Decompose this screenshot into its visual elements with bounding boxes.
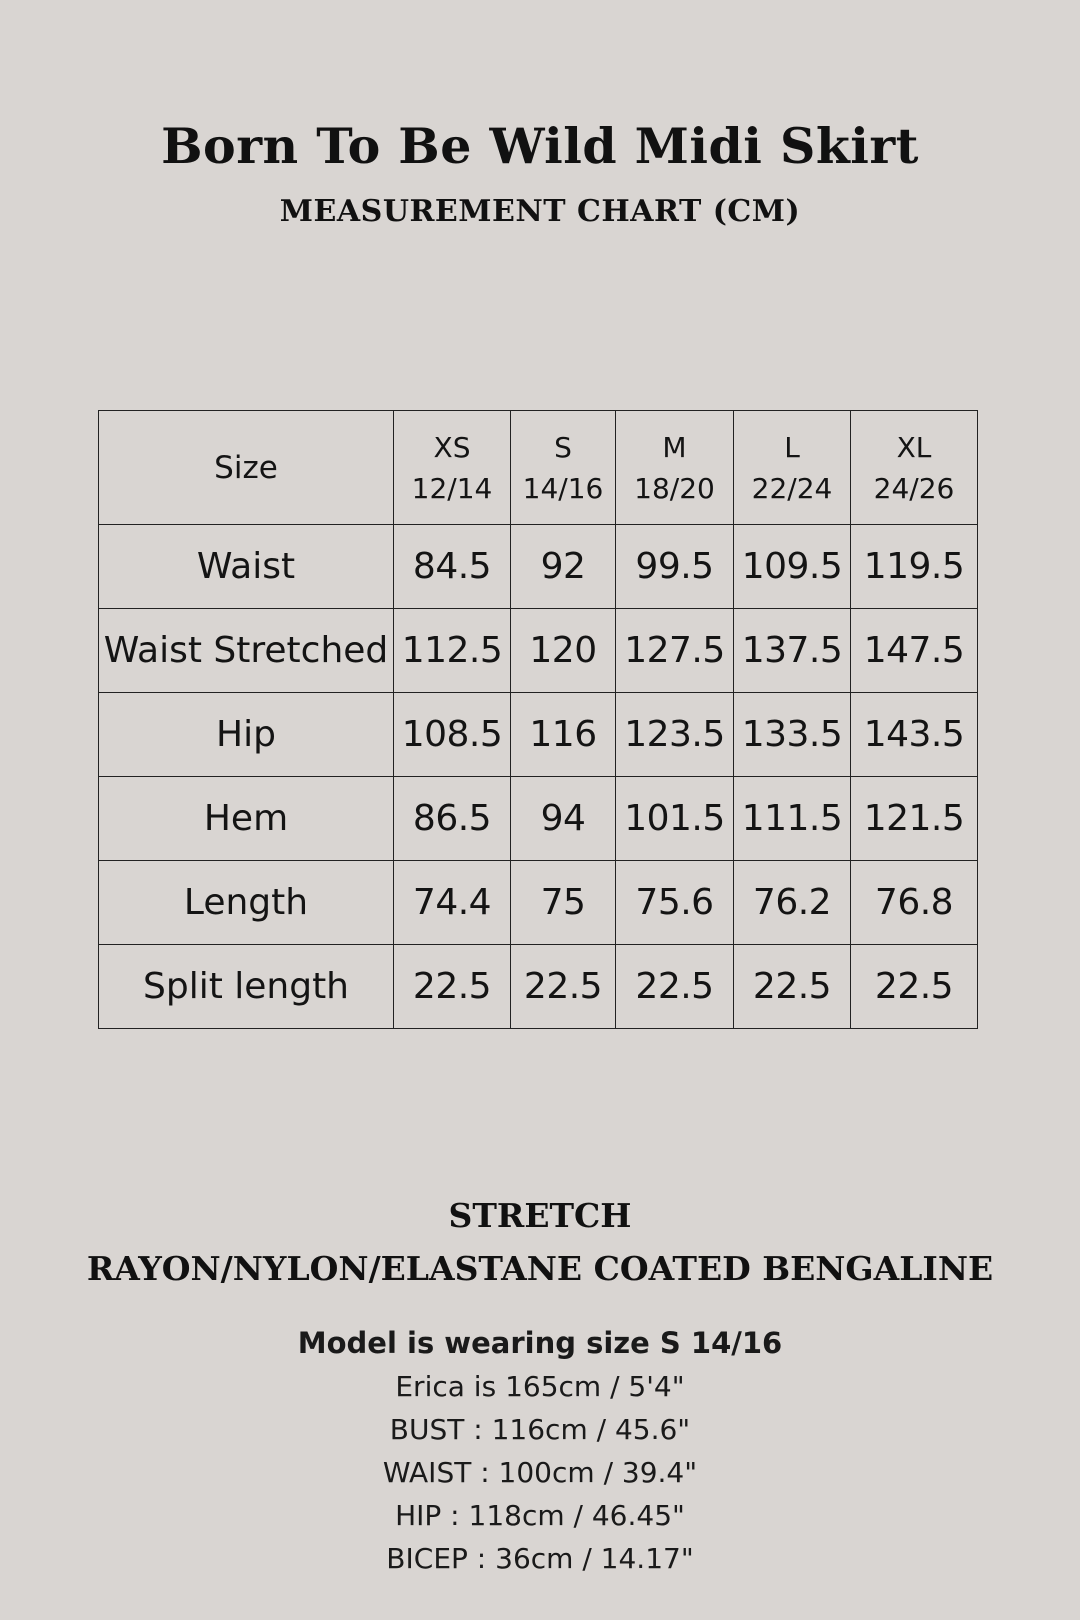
size-code: S <box>554 430 572 464</box>
size-code: XS <box>433 430 471 464</box>
row-label: Length <box>99 861 394 945</box>
table-cell: 109.5 <box>734 525 851 609</box>
model-hip: HIP : 118cm / 46.45" <box>395 1499 685 1532</box>
size-range: 12/14 <box>411 471 493 505</box>
size-header-xl <box>851 411 978 525</box>
table-cell: 75.6 <box>616 861 734 945</box>
table-row-hip <box>99 693 978 777</box>
table-row-split-length <box>99 945 978 1029</box>
table-cell: 22.5 <box>511 945 616 1029</box>
page-subtitle: MEASUREMENT CHART (CM) <box>279 194 801 229</box>
table-cell: 119.5 <box>851 525 978 609</box>
table-cell: 75 <box>511 861 616 945</box>
table-row-waist <box>99 525 978 609</box>
table-cell: 76.2 <box>734 861 851 945</box>
table-row-hem <box>99 777 978 861</box>
model-height: Erica is 165cm / 5'4" <box>395 1370 685 1403</box>
table-cell: 76.8 <box>851 861 978 945</box>
size-header-s <box>511 411 616 525</box>
size-header-row <box>99 411 978 525</box>
table-cell: 22.5 <box>616 945 734 1029</box>
table-cell: 121.5 <box>851 777 978 861</box>
table-cell: 137.5 <box>734 609 851 693</box>
table-cell: 111.5 <box>734 777 851 861</box>
table-cell: 86.5 <box>394 777 511 861</box>
row-label: Hip <box>99 693 394 777</box>
table-cell: 133.5 <box>734 693 851 777</box>
table-cell: 22.5 <box>851 945 978 1029</box>
table-cell: 120 <box>511 609 616 693</box>
size-header-m <box>616 411 734 525</box>
fabric-stretch-label: STRETCH <box>448 1196 632 1235</box>
table-cell: 22.5 <box>734 945 851 1029</box>
table-cell: 99.5 <box>616 525 734 609</box>
table-cell: 147.5 <box>851 609 978 693</box>
size-header-l <box>734 411 851 525</box>
row-label: Hem <box>99 777 394 861</box>
row-label: Waist <box>99 525 394 609</box>
table-cell: 94 <box>511 777 616 861</box>
size-range: 22/24 <box>751 471 833 505</box>
row-label: Split length <box>99 945 394 1029</box>
table-cell: 143.5 <box>851 693 978 777</box>
size-code: M <box>662 430 687 464</box>
size-code: XL <box>896 430 932 464</box>
model-waist: WAIST : 100cm / 39.4" <box>382 1456 698 1489</box>
size-code: L <box>784 430 800 464</box>
table-cell: 84.5 <box>394 525 511 609</box>
table-row-waist-stretched <box>99 609 978 693</box>
model-info <box>0 1322 1080 1580</box>
size-range: 14/16 <box>522 471 604 505</box>
page-title: Born To Be Wild Midi Skirt <box>161 117 919 175</box>
size-range: 18/20 <box>634 471 715 505</box>
measurement-table <box>98 410 978 1029</box>
table-cell: 116 <box>511 693 616 777</box>
table-cell: 108.5 <box>394 693 511 777</box>
size-range: 24/26 <box>873 471 955 505</box>
table-cell: 127.5 <box>616 609 734 693</box>
fabric-composition: RAYON/NYLON/ELASTANE COATED BENGALINE <box>86 1249 994 1288</box>
size-column-label: Size <box>99 411 394 525</box>
table-row-length <box>99 861 978 945</box>
table-cell: 112.5 <box>394 609 511 693</box>
table-cell: 101.5 <box>616 777 734 861</box>
row-label: Waist Stretched <box>99 609 394 693</box>
model-bicep: BICEP : 36cm / 14.17" <box>386 1542 694 1575</box>
model-bust: BUST : 116cm / 45.6" <box>389 1413 691 1446</box>
table-cell: 123.5 <box>616 693 734 777</box>
size-header-xs <box>394 411 511 525</box>
model-size-heading: Model is wearing size S 14/16 <box>297 1326 783 1360</box>
table-cell: 22.5 <box>394 945 511 1029</box>
table-cell: 74.4 <box>394 861 511 945</box>
table-cell: 92 <box>511 525 616 609</box>
